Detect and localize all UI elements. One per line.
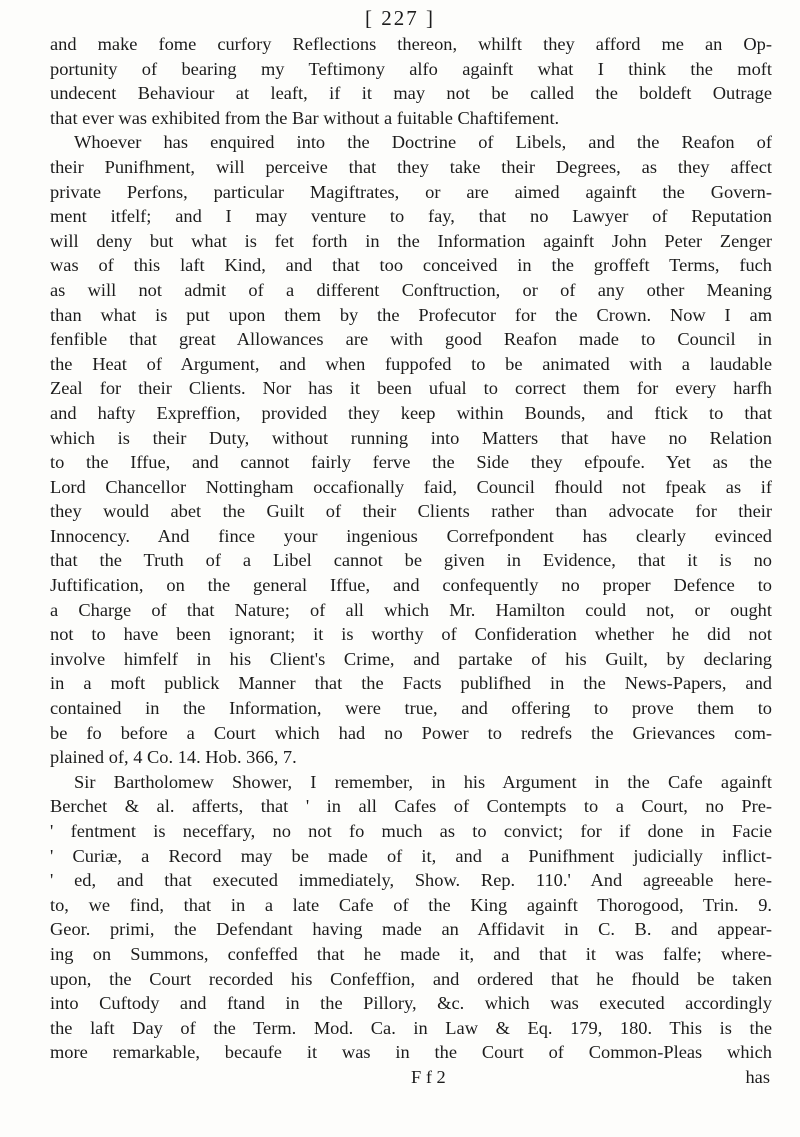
text-line: they would abet the Guilt of their Clients rather than advocate for their: [50, 501, 772, 522]
text-line: Juftification, on the general Iffue, and confequently no proper Defence to: [50, 575, 772, 596]
text-line: Geor. primi, the Defendant having made an Affidavit in C. B. and appear-: [50, 919, 772, 940]
text-line: which is their Duty, without running into Matters that have no Relation: [50, 427, 772, 448]
text-line: ' Curiæ, a Record may be made of it, and a Punifhment judicially inflict-: [50, 845, 772, 866]
text-line: their Punifhment, will perceive that they take their Degrees, as they affect: [50, 156, 772, 177]
text-line: as will not admit of a different Conftruction, or of any other Meaning: [50, 279, 772, 300]
text-line: was of this laft Kind, and that too conceived in the groffeft Terms, fuch: [50, 255, 772, 276]
text-line: ment itfelf; and I may venture to fay, that no Lawyer of Reputation: [50, 206, 772, 227]
text-line: fenfible that great Allowances are with good Reafon made to Council in: [50, 329, 772, 350]
text-line: to, we find, that in a late Cafe of the King againft Thorogood, Trin. 9.: [50, 894, 772, 915]
text-line: private Perfons, particular Magiftrates, or are aimed againft the Govern-: [50, 181, 772, 202]
text-line: Innocency. And fince your ingenious Correfpondent has clearly evinced: [50, 525, 772, 546]
catchword: has: [745, 1066, 770, 1087]
signature-mark: F f 2: [411, 1066, 446, 1087]
paragraph-start-line: Sir Bartholomew Shower, I remember, in his Argument in the Cafe againft: [74, 771, 772, 792]
text-line: ing on Summons, confeffed that he made it, and that it was falfe; where-: [50, 943, 772, 964]
text-line: will deny but what is fet forth in the Information againft John Peter Zenger: [50, 230, 772, 251]
text-line: ' ed, and that executed immediately, Show. Rep. 110.' And agreeable here-: [50, 870, 772, 891]
text-line: involve himfelf in his Client's Crime, and partake of his Guilt, by declaring: [50, 648, 772, 669]
text-line: ' fentment is neceffary, no not fo much as to convict; for if done in Facie: [50, 821, 772, 841]
text-line: more remarkable, becaufe it was in the Court of Common-Pleas which: [50, 1042, 772, 1063]
text-line: that the Truth of a Libel cannot be given in Evidence, that it is no: [50, 550, 772, 571]
body-text: [50, 32, 772, 1090]
text-line: to the Iffue, and cannot fairly ferve the Side they efpoufe. Yet as the: [50, 452, 772, 473]
text-line: in a moft publick Manner that the Facts publifhed in the News-Papers, and: [50, 673, 772, 694]
page-number: [ 227 ]: [365, 6, 435, 30]
text-line: the Heat of Argument, and when fuppofed to be animated with a laudable: [50, 353, 772, 374]
text-line: upon, the Court recorded his Confeffion, and ordered that he fhould be taken: [50, 968, 772, 989]
text-line: the laft Day of the Term. Mod. Ca. in Law & Eq. 179, 180. This is the: [50, 1017, 772, 1038]
text-line: Zeal for their Clients. Nor has it been ufual to correct them for every harfh: [50, 378, 772, 399]
footer-line: [50, 1065, 772, 1090]
text-line: undecent Behaviour at leaft, if it may not be called the boldeft Outrage: [50, 83, 772, 104]
text-line: portunity of bearing my Teftimony alfo againft what I think the moft: [50, 58, 772, 79]
text-line: than what is put upon them by the Profecutor for the Crown. Now I am: [50, 304, 772, 325]
text-line: plained of, 4 Co. 14. Hob. 366, 7.: [50, 747, 297, 768]
text-line: Berchet & al. afferts, that ' in all Cafes of Contempts to a Court, no Pre-: [50, 796, 772, 817]
text-line: be fo before a Court which had no Power to redrefs the Grievances com-: [50, 722, 772, 743]
text-line: and hafty Expreffion, provided they keep within Bounds, and ftick to that: [50, 402, 772, 423]
text-line: not to have been ignorant; it is worthy of Confideration whether he did not: [50, 624, 772, 645]
text-line: contained in the Information, were true, and offering to prove them to: [50, 698, 772, 719]
text-line: that ever was exhibited from the Bar without a fuitable Chaftifement.: [50, 107, 560, 128]
paragraph-start-line: Whoever has enquired into the Doctrine of Libels, and the Reafon of: [74, 132, 772, 153]
text-line: Lord Chancellor Nottingham occafionally faid, Council fhould not fpeak as if: [50, 476, 772, 497]
text-line: a Charge of that Nature; of all which Mr. Hamilton could not, or ought: [50, 599, 772, 620]
text-line: and make fome curfory Reflections thereon, whilft they afford me an Op-: [50, 34, 772, 54]
text-line: into Cuftody and ftand in the Pillory, &c. which was executed accordingly: [50, 993, 772, 1014]
